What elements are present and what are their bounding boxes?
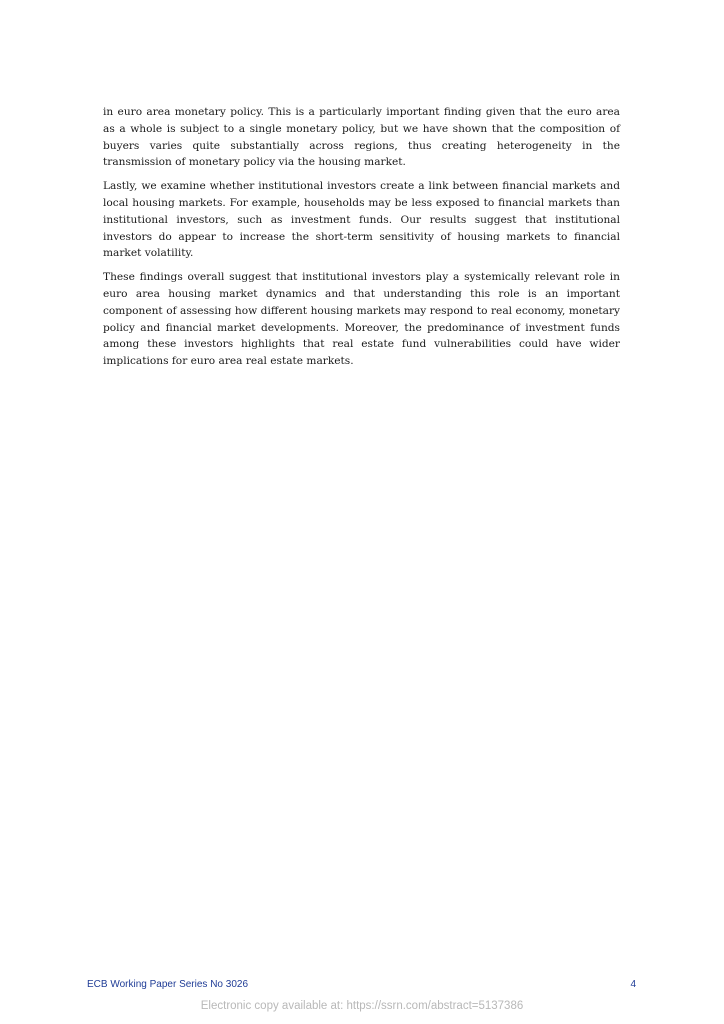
footer-page-number: 4 [630,979,636,990]
paragraph-monetary-policy: in euro area monetary policy. This is a particularly important finding given that the euro area as a whole is subject to a single monetary policy, but we have shown that the composition of buyers varies quite substantially across regions, thus creating heterogeneity in the transmission of monetary policy via the housing market. [103,106,620,169]
body-text [103,104,620,377]
paragraph-financial-markets-link: Lastly, we examine whether institutional investors create a link between financial markets and local housing markets. For example, households may be less exposed to financial markets than institutional investors, such as investment funds. Our results suggest that institutional investors do appear to increase the short-term sensitivity of housing markets to financial market volatility. [103,180,620,260]
ssrn-electronic-copy-note: Electronic copy available at: https://ssrn.com/abstract=5137386 [200,1000,524,1012]
footer-series-label: ECB Working Paper Series No 3026 [87,979,249,990]
paragraph-findings-summary: These findings overall suggest that institutional investors play a systemically relevant role in euro area housing market dynamics and that understanding this role is an important component of assessing how different housing markets may respond to real economy, monetary policy and financial market developments. Moreover, the predominance of investment funds among these investors highlights that real estate fund vulnerabilities could have wider implications for euro area real estate markets. [103,271,620,368]
